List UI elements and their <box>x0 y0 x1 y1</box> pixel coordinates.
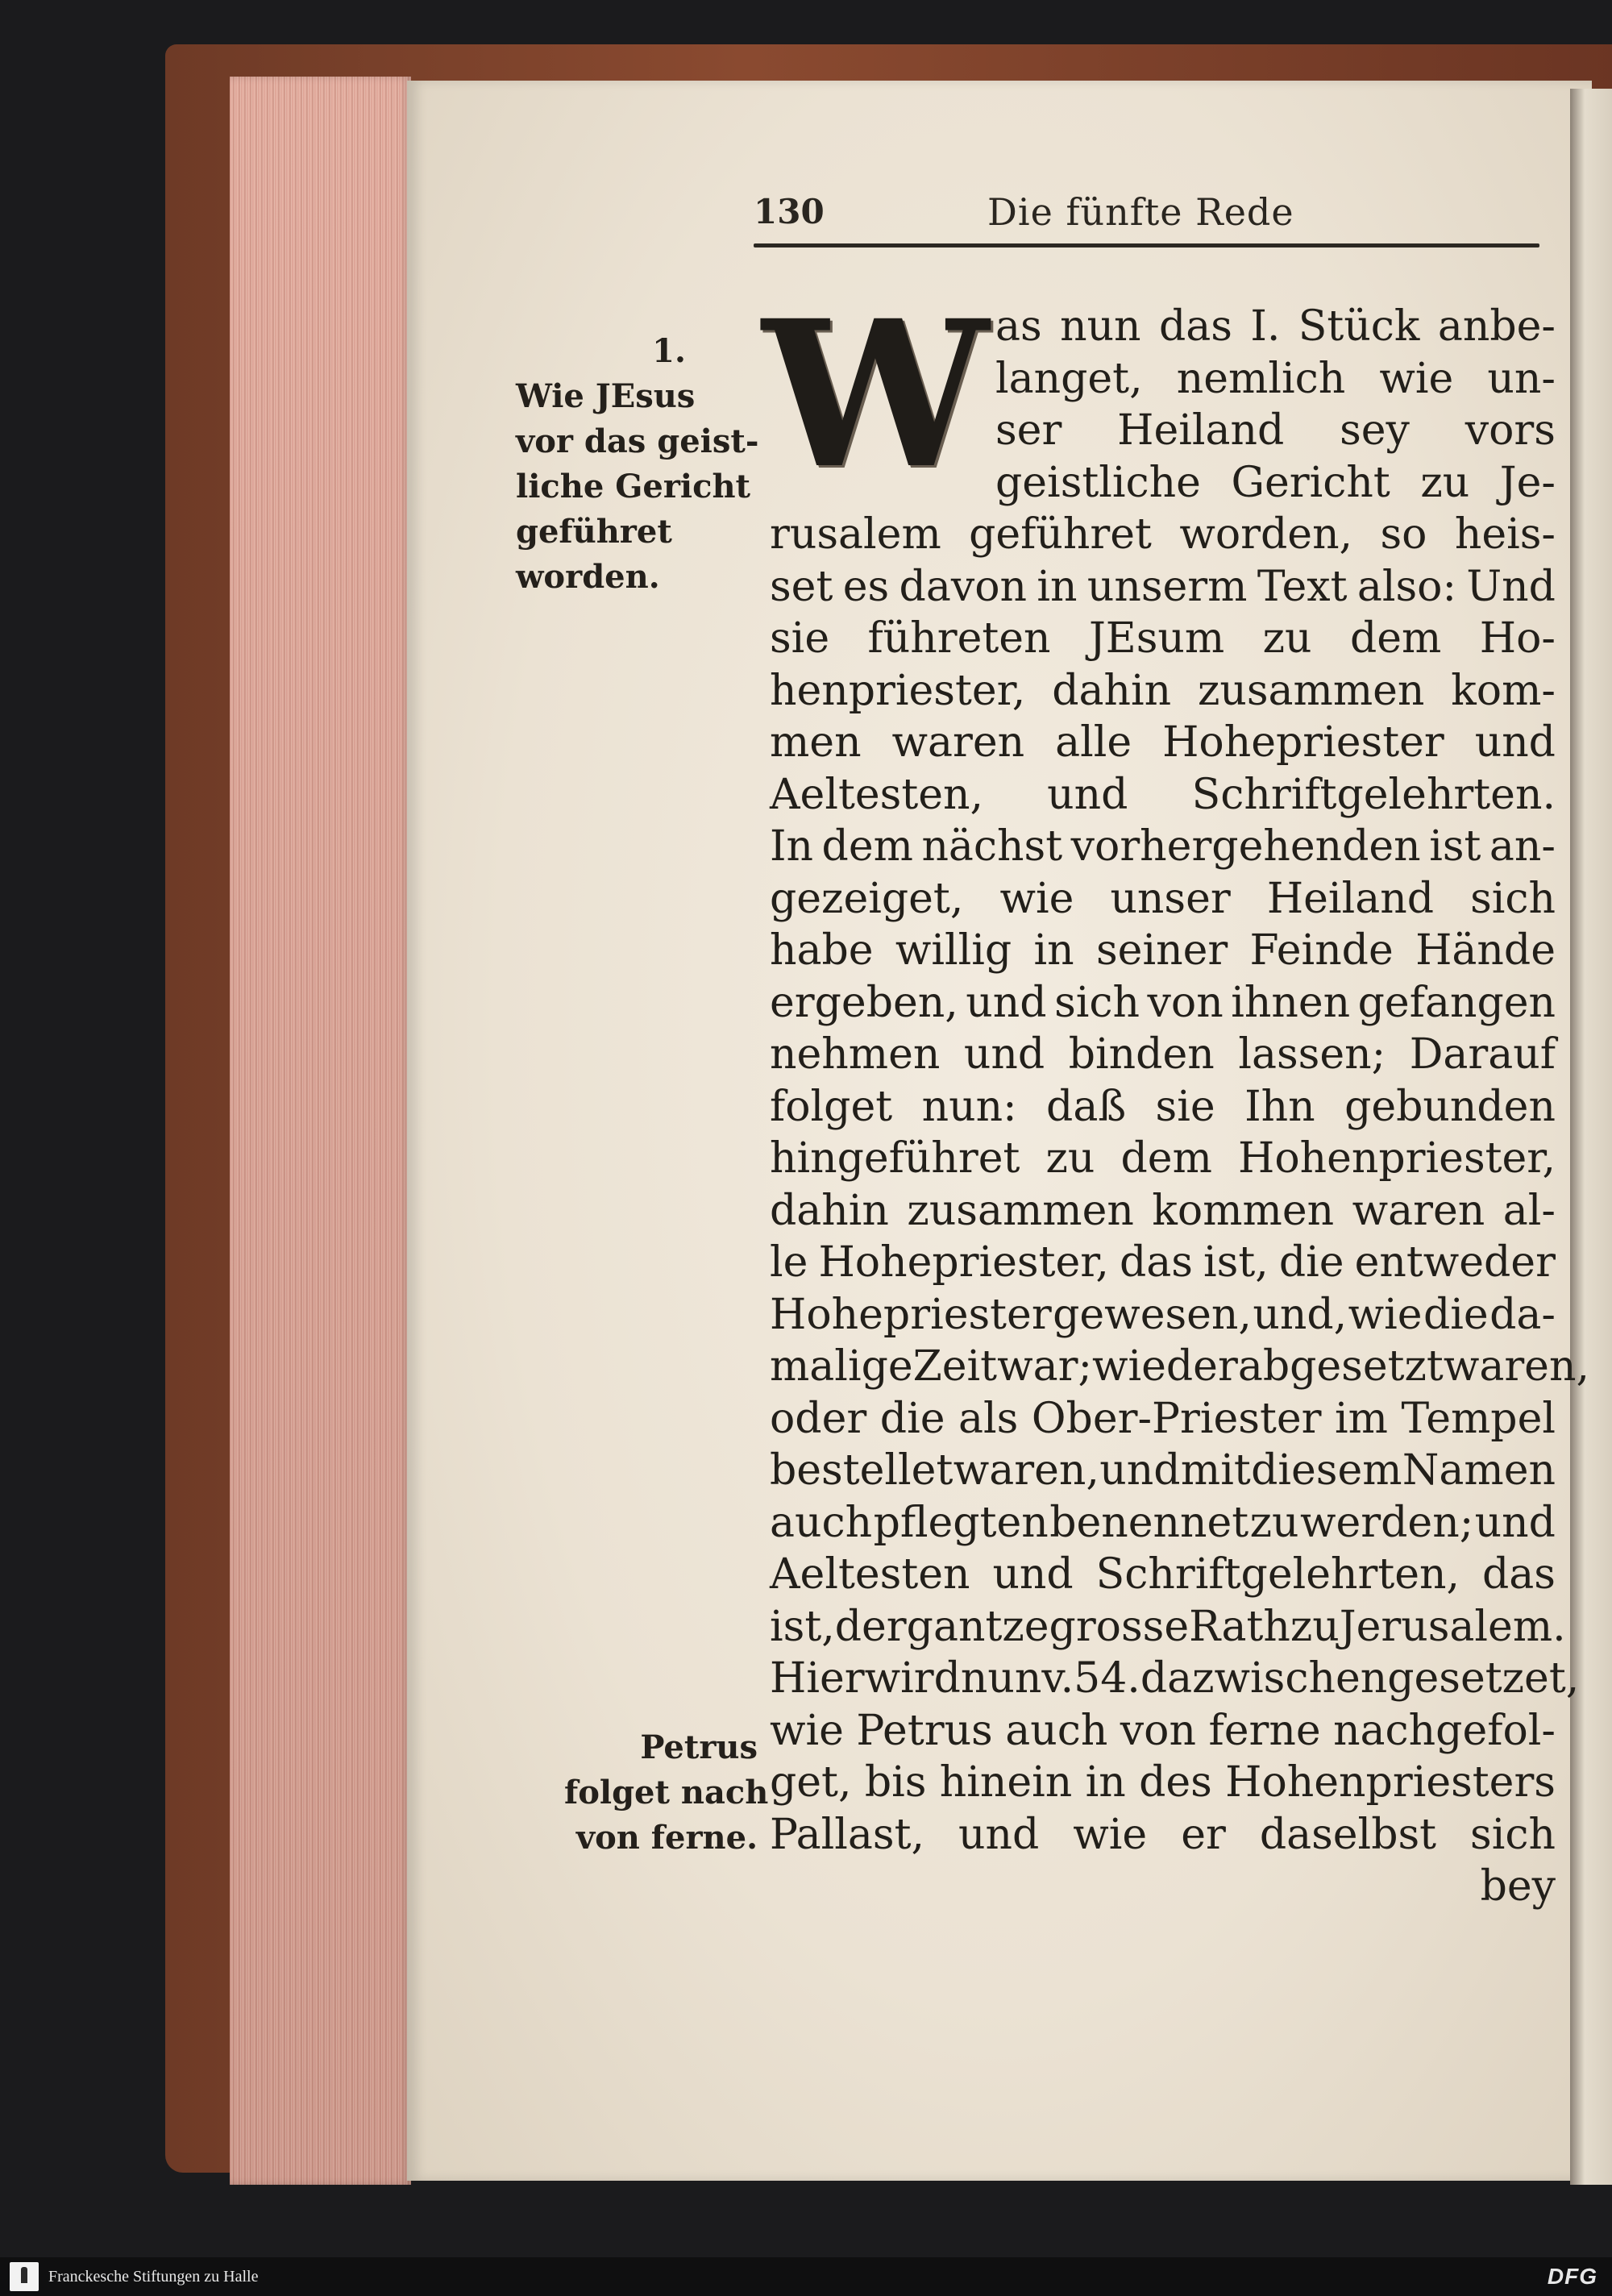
body-line: ergeben, und sich von ihnen gefangen <box>770 978 1556 1027</box>
institution-logo-icon <box>10 2262 39 2291</box>
body-line: Hohepriester gewesen, und, wie die da- <box>770 1290 1556 1339</box>
margin-note-line: geführet <box>516 513 672 551</box>
body-line: ist, der gantze grosse Rath zu Jerusalem. <box>770 1602 1566 1651</box>
body-line: get, bis hinein in des Hohenpriesters <box>770 1758 1556 1807</box>
facing-page-edge <box>1570 89 1612 2185</box>
body-line: auch pflegten benennet zu werden; und <box>770 1498 1556 1547</box>
body-line: In dem nächst vorhergehenden ist an- <box>770 822 1556 871</box>
running-title: Die fünfte Rede <box>987 190 1294 234</box>
body-line: habe willig in seiner Feinde Hände <box>770 926 1556 975</box>
page-number: 130 <box>754 192 825 231</box>
body-line: bestellet waren, und mit diesem Namen <box>770 1446 1556 1495</box>
body-line: oder die als Ober-Priester im Tempel <box>770 1394 1556 1443</box>
margin-note-line: Wie JEsus <box>516 377 696 415</box>
body-line: rusalem geführet worden, so heis- <box>770 510 1556 559</box>
body-line: Hier wird nun v. 54. dazwischen gesetzet, <box>770 1654 1580 1703</box>
header-rule <box>754 243 1539 247</box>
body-line: malige Zeit war; wieder abgesetzt waren, <box>770 1342 1589 1391</box>
margin-note-line: Petrus <box>640 1728 758 1766</box>
margin-note-line: liche Gericht <box>516 468 750 505</box>
body-line: set es davon in unserm Text also: Und <box>770 562 1556 611</box>
body-line: wie Petrus auch von ferne nachgefol- <box>770 1706 1556 1755</box>
book-fore-edge <box>230 77 411 2185</box>
margin-note-line: vor das geist- <box>516 422 759 460</box>
body-line: Aeltesten und Schriftgelehrten, das <box>770 1550 1556 1599</box>
margin-note-jesus-court <box>516 329 758 600</box>
body-line: Aeltesten, und Schriftgelehrten. <box>770 770 1556 819</box>
body-line: hingeführet zu dem Hohenpriester, <box>770 1134 1556 1183</box>
body-line: as nun das I. Stück anbe- <box>995 302 1556 351</box>
body-line: henpriester, dahin zusammen kom- <box>770 666 1556 715</box>
running-header <box>754 184 1543 242</box>
margin-note-petrus <box>564 1725 769 1861</box>
body-line: le Hohepriester, das ist, die entweder <box>770 1238 1556 1287</box>
margin-note-number: 1. <box>652 332 686 370</box>
body-line: nehmen und binden lassen; Darauf <box>770 1030 1556 1079</box>
body-line: Pallast, und wie er daselbst sich <box>770 1810 1556 1859</box>
body-line: ser Heiland sey vors <box>995 406 1556 455</box>
body-line: gezeiget, wie unser Heiland sich <box>770 874 1556 923</box>
body-line: folget nun: daß sie Ihn gebunden <box>770 1082 1556 1131</box>
margin-note-line: worden. <box>516 558 660 596</box>
body-line: sie führeten JEsum zu dem Ho- <box>770 614 1556 663</box>
drop-cap-initial: W <box>762 276 989 513</box>
catchword: bey <box>1480 1862 1556 1911</box>
body-line: geistliche Gericht zu Je- <box>995 458 1556 507</box>
footer-institution: Franckesche Stiftungen zu Halle <box>48 2268 259 2286</box>
margin-note-line: von ferne. <box>575 1819 758 1857</box>
dfg-logo: DFG <box>1547 2264 1597 2289</box>
body-line: men waren alle Hohepriester und <box>770 718 1556 767</box>
body-line: langet, nemlich wie un- <box>995 354 1556 403</box>
footer-bar <box>0 2257 1612 2296</box>
body-line: dahin zusammen kommen waren al- <box>770 1186 1556 1235</box>
margin-note-line: folget nach <box>564 1774 769 1811</box>
